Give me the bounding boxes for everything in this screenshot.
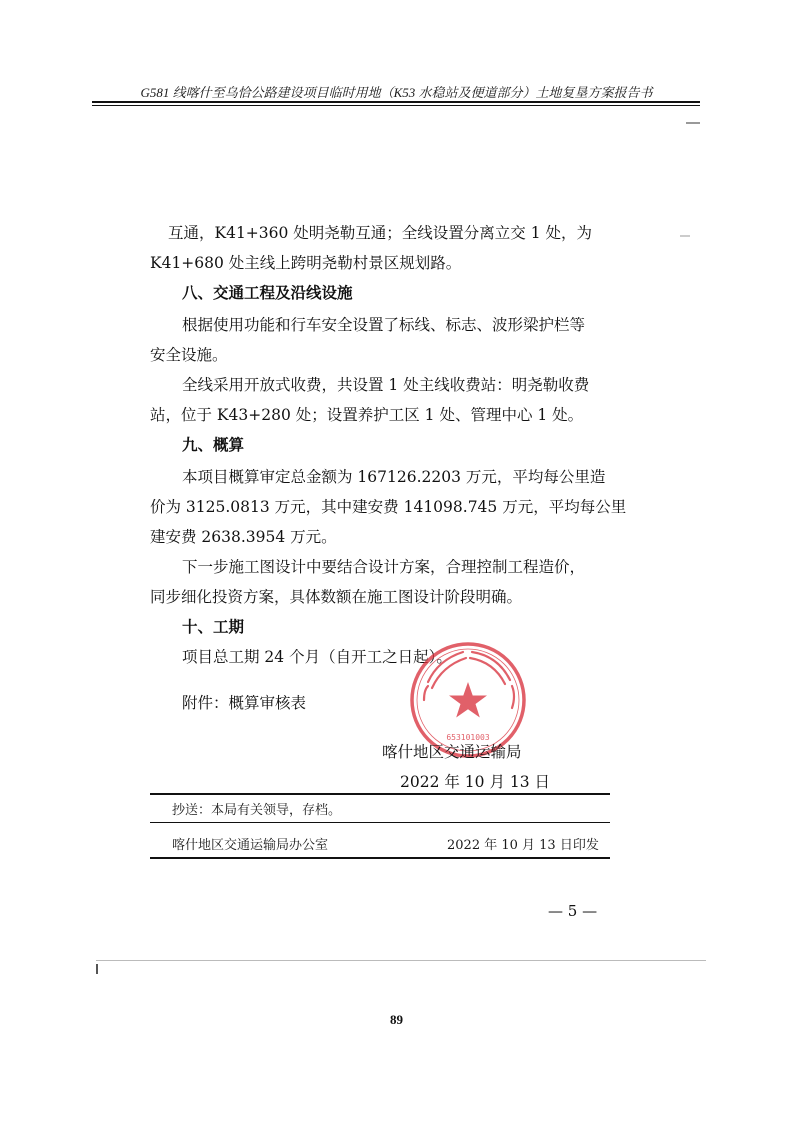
- scan-speck: [686, 122, 700, 124]
- section-heading-budget: 九、概算: [182, 435, 245, 454]
- paragraph-interchange-line1: 互通，K41+360 处明尧勒互通；全线设置分离立交 1 处，为: [168, 224, 593, 242]
- seal-code-text: 653101003: [446, 733, 490, 742]
- scan-speck: [680, 235, 690, 237]
- footer-middle-rule: [150, 822, 610, 823]
- paragraph-budget-line1: 本项目概算审定总金额为 167126.2203 万元，平均每公里造: [182, 468, 606, 486]
- issue-date: 2022 年 10 月 13 日: [400, 773, 551, 791]
- paragraph-nextstep-line1: 下一步施工图设计中要结合设计方案，合理控制工程造价，: [182, 558, 586, 576]
- outer-page-number: 89: [390, 1012, 403, 1027]
- section-heading-schedule: 十、工期: [182, 617, 245, 636]
- footer-bottom-rule: [150, 857, 610, 859]
- scan-edge-line: [96, 960, 706, 961]
- section-heading-traffic: 八、交通工程及沿线设施: [182, 283, 353, 302]
- scan-corner-mark: [96, 964, 98, 974]
- paragraph-toll-line2: 站，位于 K43+280 处；设置养护工区 1 处、管理中心 1 处。: [150, 406, 584, 424]
- paragraph-duration: 项目总工期 24 个月（自开工之日起）。: [182, 648, 452, 666]
- attachment-note: 附件：概算审核表: [182, 694, 307, 712]
- header-rule: [92, 101, 700, 103]
- document-header-title: G581 线喀什至乌恰公路建设项目临时用地（K53 水稳站及便道部分）土地复垦方案报告书: [140, 85, 653, 100]
- print-date: 2022 年 10 月 13 日印发: [447, 838, 599, 853]
- issuing-organization: 喀什地区交通运输局: [382, 743, 522, 761]
- footer-top-rule: [150, 793, 610, 795]
- paragraph-budget-line2: 价为 3125.0813 万元，其中建安费 141098.745 万元，平均每公里: [150, 498, 627, 516]
- paragraph-interchange-line2: K41+680 处主线上跨明尧勒村景区规划路。: [150, 254, 462, 272]
- paragraph-toll-line1: 全线采用开放式收费，共设置 1 处主线收费站：明尧勒收费: [182, 376, 590, 394]
- paragraph-safety-line1: 根据使用功能和行车安全设置了标线、标志、波形梁护栏等: [182, 316, 586, 334]
- issuing-office: 喀什地区交通运输局办公室: [172, 838, 329, 853]
- paragraph-nextstep-line2: 同步细化投资方案，具体数额在施工图设计阶段明确。: [150, 588, 523, 606]
- header-rule-thin: [92, 105, 700, 106]
- paragraph-budget-line3: 建安费 2638.3954 万元。: [150, 528, 337, 546]
- paragraph-safety-line2: 安全设施。: [150, 346, 228, 364]
- inner-page-number: — 5 —: [548, 902, 598, 920]
- cc-note: 抄送：本局有关领导，存档。: [172, 803, 342, 818]
